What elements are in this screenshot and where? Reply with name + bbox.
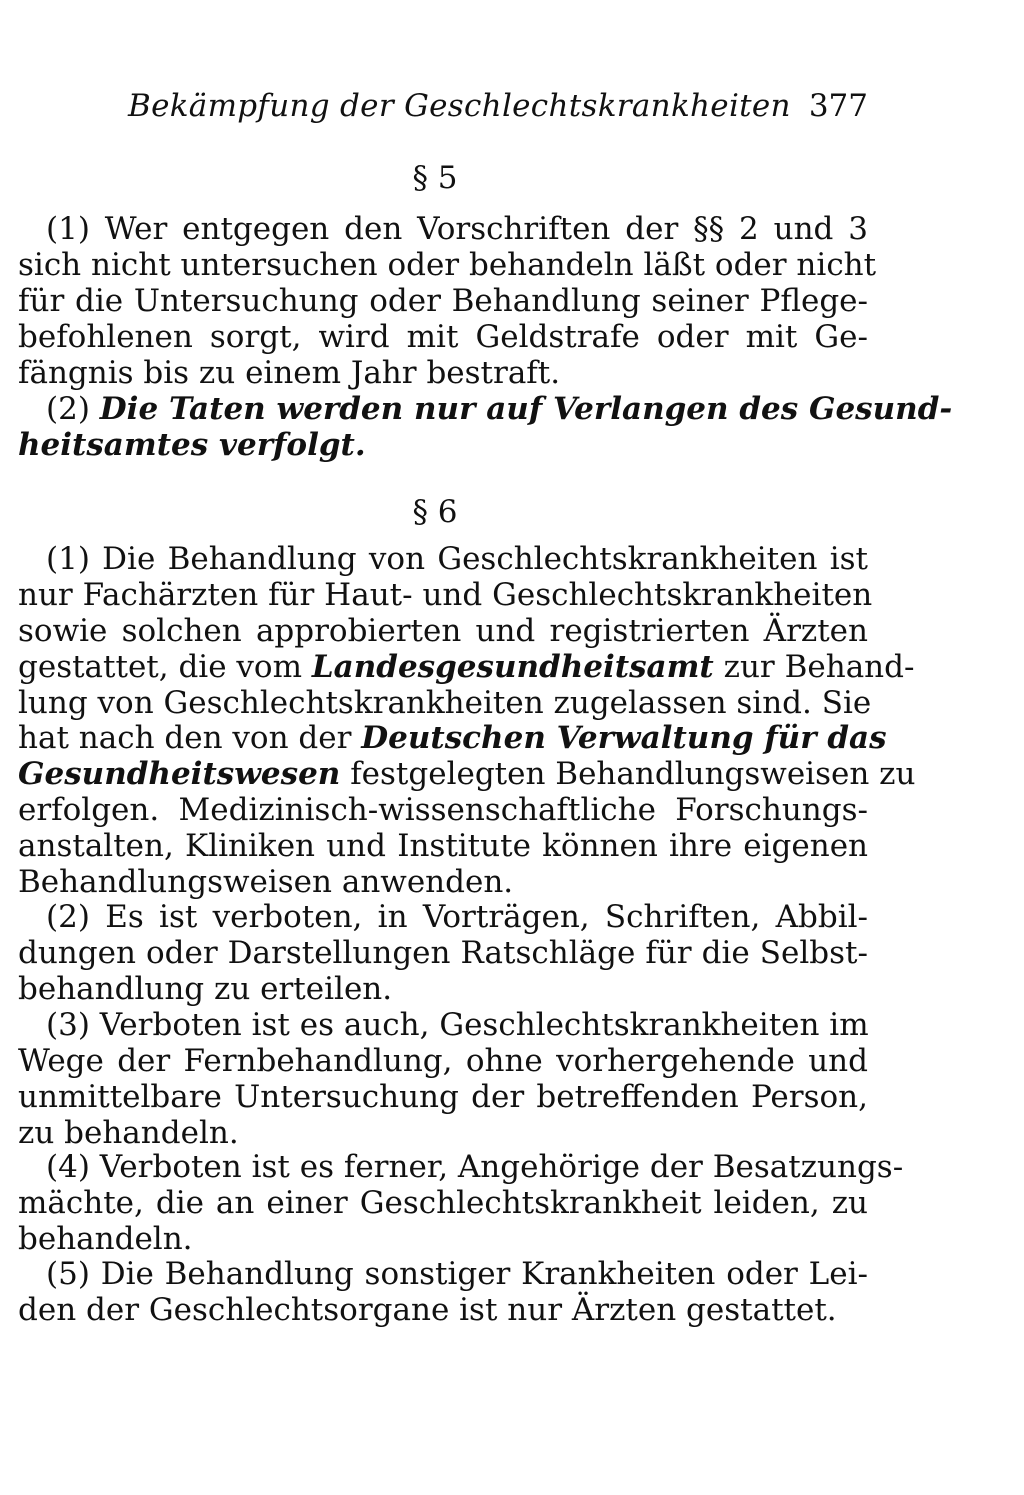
section-heading-6: § 6: [412, 494, 458, 530]
section-6-paragraph-5: [18, 1257, 868, 1329]
text-fragment: festgelegten Behandlungsweisen zu: [350, 756, 916, 793]
section-6-paragraph-1: [18, 541, 916, 901]
section-heading-5: § 5: [412, 160, 458, 196]
emphasized-text: Die Taten werden nur auf Verlangen des Gesund-: [99, 391, 953, 427]
text-line: Behandlungsweisen anwenden.: [18, 864, 514, 901]
running-title: Bekämpfung der Geschlechtskrankheiten: [128, 88, 791, 124]
text-line: Wege der Fernbehandlung, ohne vorhergehende und: [18, 1042, 868, 1079]
text-line: sich nicht untersuchen oder behandeln läßt oder nicht: [18, 246, 877, 283]
text-line: zu behandeln.: [18, 1114, 239, 1151]
section-6-paragraph-2: [18, 900, 868, 1008]
text-line: anstalten, Kliniken und Institute können ihre eigenen: [18, 828, 868, 865]
page-number: 377: [808, 88, 868, 124]
text-fragment: zur Behand-: [723, 648, 915, 685]
text-line: unmittelbare Untersuchung der betreffenden Person,: [18, 1078, 868, 1115]
text-line: nur Fachärzten für Haut- und Geschlechtskrankheiten: [18, 576, 873, 613]
text-line: (4) Verboten ist es ferner, Angehörige der Besatzungs-: [46, 1149, 904, 1185]
text-line: behandlung zu erteilen.: [18, 970, 393, 1007]
text-line: für die Untersuchung oder Behandlung seiner Pflege-: [18, 282, 868, 319]
text-line: [18, 720, 887, 757]
text-line: fängnis bis zu einem Jahr bestraft.: [18, 354, 561, 391]
text-line: befohlenen sorgt, wird mit Geldstrafe oder mit Ge-: [18, 318, 868, 355]
text-line: den der Geschlechtsorgane ist nur Ärzten gestattet.: [18, 1291, 837, 1328]
text-line: dungen oder Darstellungen Ratschläge für die Selbst-: [18, 934, 868, 971]
text-line: [18, 756, 916, 793]
text-line: (2) Es ist verboten, in Vorträgen, Schriften, Abbil-: [46, 899, 868, 935]
emphasized-text: Deutschen Verwaltung für das: [361, 720, 887, 757]
emphasized-text: Landesgesundheitsamt: [311, 648, 714, 685]
emphasized-text: heitsamtes verfolgt.: [18, 426, 366, 463]
text-line: [18, 391, 953, 428]
running-header: [128, 88, 868, 132]
section-6-paragraph-4: [18, 1149, 904, 1258]
text-line: [18, 648, 915, 686]
text-line: erfolgen. Medizinisch-wissenschaftliche Forschungs-: [18, 792, 868, 829]
text-line: (5) Die Behandlung sonstiger Krankheiten oder Lei-: [46, 1256, 868, 1292]
emphasized-text: Gesundheitswesen: [18, 756, 341, 793]
text-fragment: hat nach den von der: [18, 720, 352, 757]
text-line: (1) Wer entgegen den Vorschriften der §§ 2 und 3: [46, 211, 868, 247]
text-line: (3) Verboten ist es auch, Geschlechtskrankheiten im: [46, 1007, 869, 1043]
text-line: [18, 428, 868, 464]
text-line: lung von Geschlechtskrankheiten zugelassen sind. Sie: [18, 684, 872, 721]
section-5-paragraph-2: [18, 391, 953, 464]
text-line: behandeln.: [18, 1220, 193, 1257]
paragraph-number: (2): [46, 391, 90, 427]
text-line: sowie solchen approbierten und registrierten Ärzten: [18, 612, 868, 649]
text-fragment: gestattet, die vom: [18, 648, 302, 685]
text-line: mächte, die an einer Geschlechtskrankheit leiden, zu: [18, 1184, 868, 1221]
section-6-paragraph-3: [18, 1008, 868, 1152]
section-5-paragraph-1: [18, 211, 877, 391]
text-line: (1) Die Behandlung von Geschlechtskrankheiten ist: [46, 541, 868, 577]
